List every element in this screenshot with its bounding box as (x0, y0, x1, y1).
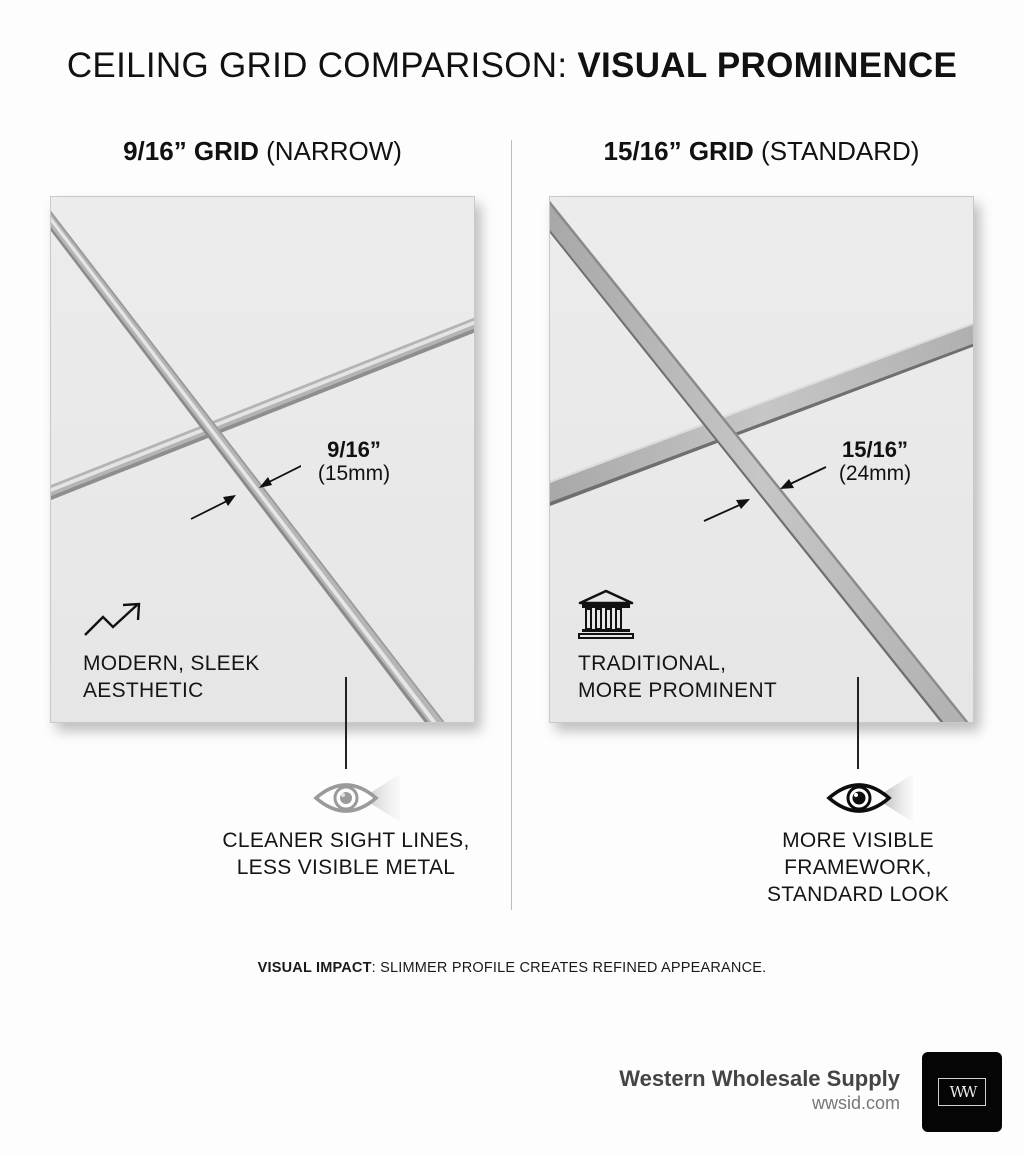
brand-name: Western Wholesale Supply (619, 1066, 900, 1091)
narrow-feature-text (83, 650, 260, 704)
narrow-measurement (299, 437, 409, 486)
narrow-grid-heading (50, 136, 475, 167)
standard-measurement (820, 437, 930, 486)
trending-up-icon (83, 601, 143, 639)
narrow-grid-panel (50, 196, 475, 723)
page-title (0, 46, 1024, 86)
narrow-caption-line-2: LESS VISIBLE METAL (236, 856, 456, 879)
standard-measurement-metric: (24mm) (838, 462, 912, 486)
narrow-leader-line (345, 677, 347, 769)
narrow-measurement-metric: (15mm) (317, 462, 391, 486)
narrow-caption (196, 827, 496, 881)
visual-impact-summary (0, 960, 1024, 976)
narrow-grid-heading-regular: (NARROW) (258, 136, 402, 166)
standard-grid-heading-bold: 15/16” GRID (603, 136, 754, 166)
standard-measurement-fraction: 15/16” (841, 437, 909, 462)
brand-logo-monogram: WW (938, 1078, 986, 1106)
column-divider (511, 140, 512, 910)
narrow-grid-heading-bold: 9/16” GRID (123, 136, 259, 166)
impact-text: : SLIMMER PROFILE CREATES REFINED APPEARANCE. (371, 960, 767, 976)
standard-caption-line-1: MORE VISIBLE (782, 829, 934, 852)
standard-feature-text (578, 650, 777, 704)
building-columns-icon (578, 589, 634, 639)
brand-logo (922, 1052, 1002, 1132)
narrow-feature-line-1: MODERN, SLEEK (83, 652, 260, 675)
width-arrows-icon (181, 457, 301, 527)
brand-block (619, 1066, 900, 1114)
eye-icon (312, 772, 404, 828)
standard-grid-panel (549, 196, 974, 723)
standard-caption (728, 827, 988, 908)
brand-url: wwsid.com (811, 1093, 900, 1113)
width-arrows-icon (700, 459, 830, 529)
title-bold: VISUAL PROMINENCE (577, 46, 958, 85)
standard-grid-heading-regular: (STANDARD) (753, 136, 920, 166)
narrow-caption-line-1: CLEANER SIGHT LINES, (222, 829, 470, 852)
narrow-measurement-fraction: 9/16” (327, 437, 381, 462)
narrow-feature-line-2: AESTHETIC (83, 679, 204, 702)
impact-label: VISUAL IMPACT (257, 960, 372, 976)
standard-feature-line-2: MORE PROMINENT (578, 679, 778, 702)
title-regular: CEILING GRID COMPARISON: (66, 46, 578, 85)
standard-caption-line-2: FRAMEWORK, (784, 856, 932, 879)
standard-caption-line-3: STANDARD LOOK (766, 883, 950, 906)
standard-leader-line (857, 677, 859, 769)
standard-grid-heading (549, 136, 974, 167)
eye-icon (825, 772, 917, 828)
standard-feature-line-1: TRADITIONAL, (578, 652, 727, 675)
